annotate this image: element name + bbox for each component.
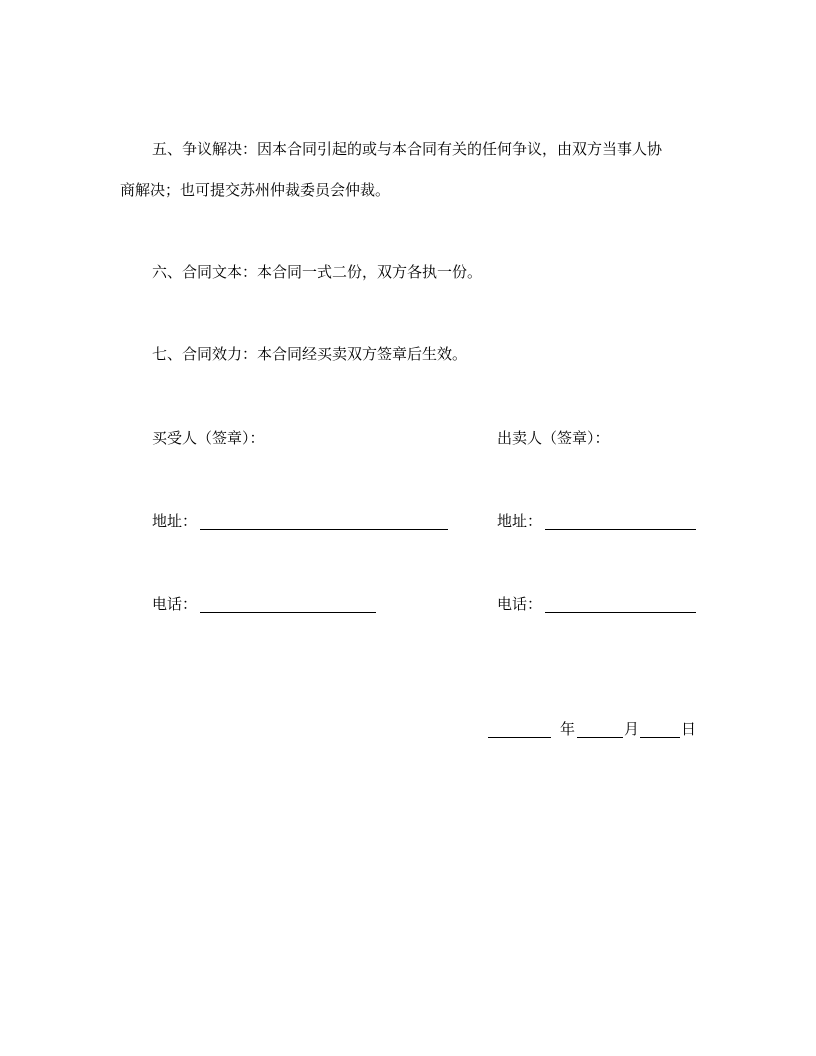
clause-dispute-line1: 五、争议解决：因本合同引起的或与本合同有关的任何争议，由双方当事人协 bbox=[152, 140, 663, 158]
clause-effect: 七、合同效力：本合同经买卖双方签章后生效。 bbox=[152, 345, 468, 363]
date-month-label: 月 bbox=[624, 720, 640, 738]
date-day-line bbox=[640, 737, 680, 738]
date-month-line bbox=[577, 737, 623, 738]
seller-phone-line bbox=[545, 612, 696, 613]
seller-address-label: 地址： bbox=[497, 512, 543, 530]
date-year-label: 年 bbox=[560, 720, 576, 738]
buyer-signature-label: 买受人（签章）： bbox=[152, 429, 265, 447]
buyer-address-label: 地址： bbox=[152, 512, 198, 530]
buyer-phone-label: 电话： bbox=[152, 595, 198, 613]
date-year-line bbox=[488, 737, 551, 738]
clause-text: 六、合同文本：本合同一式二份，双方各执一份。 bbox=[152, 263, 483, 281]
buyer-phone-line bbox=[200, 612, 376, 613]
clause-dispute-line2: 商解决；也可提交苏州仲裁委员会仲裁。 bbox=[120, 181, 391, 199]
seller-address-line bbox=[545, 529, 696, 530]
seller-signature-label: 出卖人（签章）： bbox=[497, 429, 610, 447]
seller-phone-label: 电话： bbox=[497, 595, 543, 613]
buyer-address-line bbox=[200, 529, 448, 530]
date-day-label: 日 bbox=[681, 720, 697, 738]
